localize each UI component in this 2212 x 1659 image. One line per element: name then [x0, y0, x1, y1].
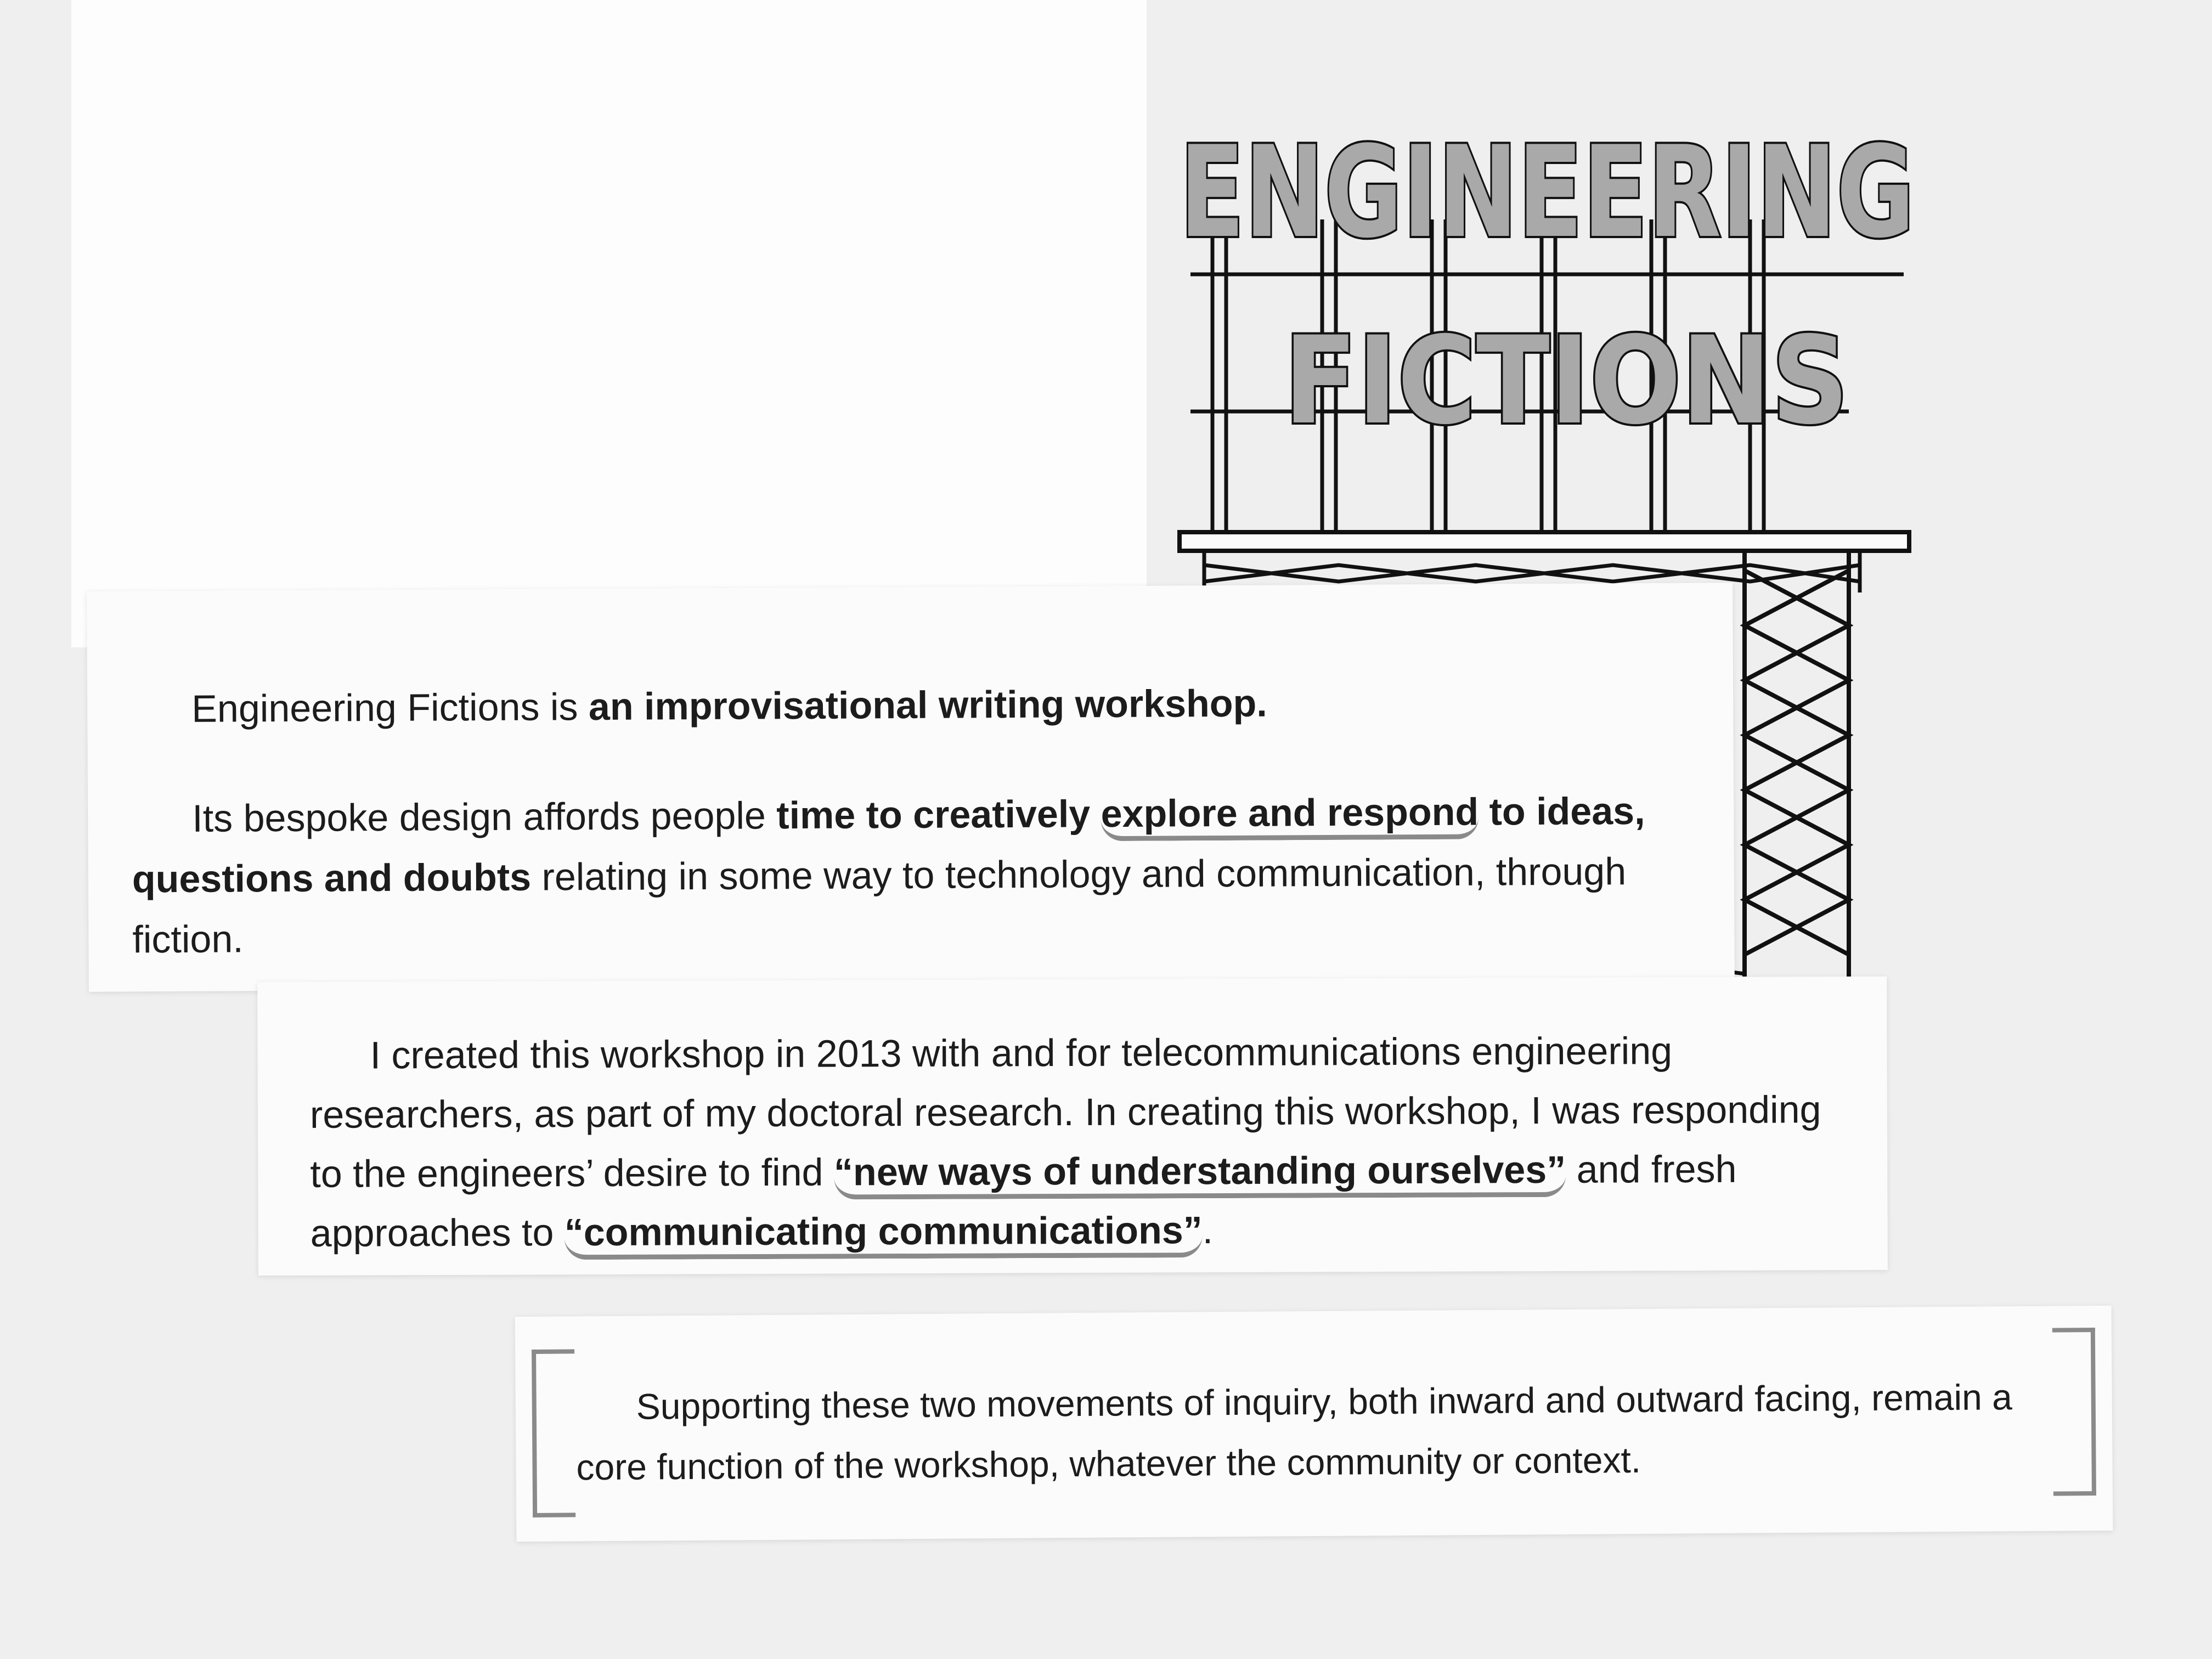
- conclusion-paragraph: Supporting these two movements of inquiry, both inward and outward facing, remain a core function of the workshop, whatever the community or context.: [576, 1376, 2013, 1488]
- sign-line-2: FICTIONS: [1284, 311, 1849, 451]
- origin-paper-strip: [257, 977, 1888, 1276]
- intro-paper-strip: [87, 583, 1735, 992]
- intro-p2-underlined: explore and respond: [1101, 791, 1479, 842]
- conclusion-paper-strip: [515, 1306, 2113, 1542]
- sign-line-1: ENGINEERING: [1180, 120, 1915, 266]
- intro-p1-highlight: an improvisational writing workshop.: [588, 681, 1267, 729]
- origin-text-a: I created this workshop in 2013 with and for telecommunications engineering researchers, as part of my doctoral research. In creating this workshop, I was responding to the engineers’ desire to find: [309, 1029, 1821, 1195]
- intro-paragraph-2: [132, 780, 1702, 969]
- origin-quote-2: “communicating communications”: [565, 1209, 1203, 1260]
- intro-p2-text-a: Its bespoke design affords people: [192, 794, 777, 840]
- origin-text-c: .: [1202, 1209, 1214, 1252]
- background-paper-sheet: [71, 0, 1147, 647]
- intro-p2-bold-b: to ideas, questions and doubts: [132, 789, 1645, 901]
- right-bracket-mark: [2052, 1328, 2096, 1496]
- intro-p1-text: Engineering Fictions is: [191, 685, 589, 730]
- origin-quote-1: “new ways of understanding ourselves”: [834, 1148, 1566, 1200]
- intro-p2-bold-a: time to creatively: [776, 792, 1101, 837]
- origin-text-b: and fresh approaches to: [310, 1147, 1737, 1255]
- truss-tower: [1745, 551, 1849, 977]
- sign-platform: [1180, 532, 1909, 551]
- intro-p2-text-b: relating in some way to technology and communication, through fiction.: [132, 850, 1627, 961]
- origin-paragraph: [309, 1020, 1846, 1263]
- left-bracket-mark: [532, 1349, 575, 1517]
- intro-paragraph-1: [191, 673, 1267, 739]
